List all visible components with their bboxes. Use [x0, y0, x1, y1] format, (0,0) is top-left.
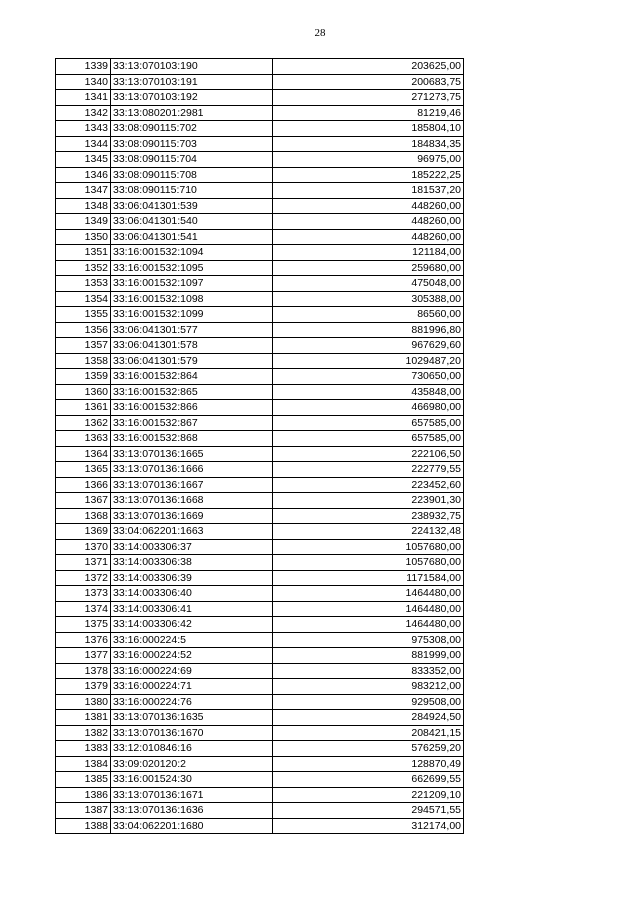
table-body — [56, 59, 464, 834]
row-number-cell: 1383 — [56, 741, 111, 757]
value-cell: 657585,00 — [273, 431, 464, 447]
table-row — [56, 663, 464, 679]
value-cell: 475048,00 — [273, 276, 464, 292]
cadastral-number-cell: 33:14:003306:39 — [111, 570, 273, 586]
value-cell: 200683,75 — [273, 74, 464, 90]
row-number-cell: 1370 — [56, 539, 111, 555]
table-row — [56, 803, 464, 819]
row-number-cell: 1366 — [56, 477, 111, 493]
row-number-cell: 1341 — [56, 90, 111, 106]
value-cell: 967629,60 — [273, 338, 464, 354]
table-row — [56, 214, 464, 230]
row-number-cell: 1344 — [56, 136, 111, 152]
row-number-cell: 1379 — [56, 679, 111, 695]
value-cell: 448260,00 — [273, 214, 464, 230]
value-cell: 223452,60 — [273, 477, 464, 493]
table-row — [56, 694, 464, 710]
table-row — [56, 586, 464, 602]
cadastral-number-cell: 33:16:001524:30 — [111, 772, 273, 788]
value-cell: 128870,49 — [273, 756, 464, 772]
cadastral-number-cell: 33:09:020120:2 — [111, 756, 273, 772]
value-cell: 259680,00 — [273, 260, 464, 276]
cadastral-number-cell: 33:06:041301:539 — [111, 198, 273, 214]
value-cell: 222106,50 — [273, 446, 464, 462]
table-row — [56, 229, 464, 245]
table-row — [56, 679, 464, 695]
row-number-cell: 1354 — [56, 291, 111, 307]
cadastral-number-cell: 33:16:000224:76 — [111, 694, 273, 710]
value-cell: 96975,00 — [273, 152, 464, 168]
cadastral-number-cell: 33:16:000224:52 — [111, 648, 273, 664]
row-number-cell: 1372 — [56, 570, 111, 586]
cadastral-number-cell: 33:16:001532:866 — [111, 400, 273, 416]
table-row — [56, 307, 464, 323]
cadastral-number-cell: 33:16:001532:864 — [111, 369, 273, 385]
value-cell: 185222,25 — [273, 167, 464, 183]
row-number-cell: 1345 — [56, 152, 111, 168]
table-row — [56, 260, 464, 276]
table-row — [56, 121, 464, 137]
cadastral-number-cell: 33:06:041301:541 — [111, 229, 273, 245]
row-number-cell: 1384 — [56, 756, 111, 772]
table-row — [56, 105, 464, 121]
row-number-cell: 1357 — [56, 338, 111, 354]
table-row — [56, 446, 464, 462]
value-cell: 1057680,00 — [273, 555, 464, 571]
row-number-cell: 1377 — [56, 648, 111, 664]
cadastral-number-cell: 33:08:090115:704 — [111, 152, 273, 168]
cadastral-number-cell: 33:06:041301:540 — [111, 214, 273, 230]
row-number-cell: 1342 — [56, 105, 111, 121]
row-number-cell: 1376 — [56, 632, 111, 648]
value-cell: 86560,00 — [273, 307, 464, 323]
cadastral-number-cell: 33:13:070136:1668 — [111, 493, 273, 509]
row-number-cell: 1350 — [56, 229, 111, 245]
value-cell: 294571,55 — [273, 803, 464, 819]
cadastral-number-cell: 33:13:070136:1635 — [111, 710, 273, 726]
cadastral-number-cell: 33:16:001532:1098 — [111, 291, 273, 307]
cadastral-number-cell: 33:08:090115:710 — [111, 183, 273, 199]
row-number-cell: 1381 — [56, 710, 111, 726]
table-row — [56, 384, 464, 400]
cadastral-number-cell: 33:13:070103:192 — [111, 90, 273, 106]
value-cell: 983212,00 — [273, 679, 464, 695]
cadastral-number-cell: 33:04:062201:1663 — [111, 524, 273, 540]
table-row — [56, 245, 464, 261]
row-number-cell: 1386 — [56, 787, 111, 803]
table-row — [56, 741, 464, 757]
table-row — [56, 322, 464, 338]
row-number-cell: 1367 — [56, 493, 111, 509]
value-cell: 121184,00 — [273, 245, 464, 261]
row-number-cell: 1369 — [56, 524, 111, 540]
cadastral-number-cell: 33:08:090115:708 — [111, 167, 273, 183]
cadastral-number-cell: 33:16:001532:1097 — [111, 276, 273, 292]
cadastral-number-cell: 33:16:001532:1099 — [111, 307, 273, 323]
cadastral-number-cell: 33:06:041301:578 — [111, 338, 273, 354]
value-cell: 305388,00 — [273, 291, 464, 307]
cadastral-number-cell: 33:08:090115:703 — [111, 136, 273, 152]
table-row — [56, 136, 464, 152]
row-number-cell: 1358 — [56, 353, 111, 369]
table-row — [56, 431, 464, 447]
cadastral-number-cell: 33:16:001532:868 — [111, 431, 273, 447]
table-row — [56, 415, 464, 431]
table-row — [56, 539, 464, 555]
value-cell: 185804,10 — [273, 121, 464, 137]
table-row — [56, 818, 464, 834]
cadastral-number-cell: 33:06:041301:577 — [111, 322, 273, 338]
cadastral-number-cell: 33:13:070136:1636 — [111, 803, 273, 819]
value-cell: 1464480,00 — [273, 586, 464, 602]
cadastral-number-cell: 33:12:010846:16 — [111, 741, 273, 757]
row-number-cell: 1364 — [56, 446, 111, 462]
row-number-cell: 1352 — [56, 260, 111, 276]
value-cell: 184834,35 — [273, 136, 464, 152]
row-number-cell: 1339 — [56, 59, 111, 75]
table-row — [56, 493, 464, 509]
cadastral-number-cell: 33:14:003306:38 — [111, 555, 273, 571]
table-row — [56, 772, 464, 788]
table-row — [56, 400, 464, 416]
cadastral-number-cell: 33:16:001532:1095 — [111, 260, 273, 276]
table-row — [56, 291, 464, 307]
table-row — [56, 59, 464, 75]
cadastral-number-cell: 33:13:070136:1667 — [111, 477, 273, 493]
row-number-cell: 1343 — [56, 121, 111, 137]
row-number-cell: 1365 — [56, 462, 111, 478]
table-row — [56, 198, 464, 214]
cadastral-number-cell: 33:14:003306:37 — [111, 539, 273, 555]
row-number-cell: 1346 — [56, 167, 111, 183]
table-row — [56, 601, 464, 617]
value-cell: 271273,75 — [273, 90, 464, 106]
row-number-cell: 1380 — [56, 694, 111, 710]
table-row — [56, 617, 464, 633]
cadastral-number-cell: 33:14:003306:41 — [111, 601, 273, 617]
value-cell: 312174,00 — [273, 818, 464, 834]
value-cell: 223901,30 — [273, 493, 464, 509]
value-cell: 1464480,00 — [273, 617, 464, 633]
value-cell: 284924,50 — [273, 710, 464, 726]
row-number-cell: 1361 — [56, 400, 111, 416]
row-number-cell: 1359 — [56, 369, 111, 385]
cadastral-number-cell: 33:13:070136:1671 — [111, 787, 273, 803]
row-number-cell: 1353 — [56, 276, 111, 292]
cadastral-number-cell: 33:16:000224:71 — [111, 679, 273, 695]
table-row — [56, 369, 464, 385]
value-cell: 1057680,00 — [273, 539, 464, 555]
table-row — [56, 570, 464, 586]
row-number-cell: 1385 — [56, 772, 111, 788]
table-row — [56, 477, 464, 493]
value-cell: 975308,00 — [273, 632, 464, 648]
value-cell: 466980,00 — [273, 400, 464, 416]
table-row — [56, 90, 464, 106]
cadastral-number-cell: 33:14:003306:40 — [111, 586, 273, 602]
value-cell: 435848,00 — [273, 384, 464, 400]
row-number-cell: 1363 — [56, 431, 111, 447]
table-row — [56, 508, 464, 524]
row-number-cell: 1356 — [56, 322, 111, 338]
value-cell: 576259,20 — [273, 741, 464, 757]
cadastral-number-cell: 33:13:070136:1670 — [111, 725, 273, 741]
row-number-cell: 1360 — [56, 384, 111, 400]
value-cell: 657585,00 — [273, 415, 464, 431]
row-number-cell: 1351 — [56, 245, 111, 261]
value-cell: 881999,00 — [273, 648, 464, 664]
value-cell: 1464480,00 — [273, 601, 464, 617]
table-row — [56, 524, 464, 540]
table-row — [56, 648, 464, 664]
cadastral-number-cell: 33:13:070136:1666 — [111, 462, 273, 478]
cadastral-number-cell: 33:06:041301:579 — [111, 353, 273, 369]
value-cell: 1029487,20 — [273, 353, 464, 369]
table-row — [56, 787, 464, 803]
value-cell: 221209,10 — [273, 787, 464, 803]
value-cell: 730650,00 — [273, 369, 464, 385]
table-row — [56, 725, 464, 741]
table-row — [56, 276, 464, 292]
cadastral-number-cell: 33:16:000224:69 — [111, 663, 273, 679]
value-cell: 833352,00 — [273, 663, 464, 679]
table-row — [56, 353, 464, 369]
table-row — [56, 338, 464, 354]
cadastral-number-cell: 33:04:062201:1680 — [111, 818, 273, 834]
cadastral-number-cell: 33:13:070136:1669 — [111, 508, 273, 524]
row-number-cell: 1355 — [56, 307, 111, 323]
cadastral-number-cell: 33:08:090115:702 — [111, 121, 273, 137]
table-row — [56, 555, 464, 571]
value-cell: 448260,00 — [273, 229, 464, 245]
table-row — [56, 167, 464, 183]
table-row — [56, 632, 464, 648]
value-cell: 181537,20 — [273, 183, 464, 199]
row-number-cell: 1378 — [56, 663, 111, 679]
cadastral-number-cell: 33:13:070103:191 — [111, 74, 273, 90]
cadastral-number-cell: 33:16:000224:5 — [111, 632, 273, 648]
value-cell: 81219,46 — [273, 105, 464, 121]
cadastral-number-cell: 33:16:001532:867 — [111, 415, 273, 431]
value-cell: 881996,80 — [273, 322, 464, 338]
value-cell: 448260,00 — [273, 198, 464, 214]
cadastral-number-cell: 33:13:070103:190 — [111, 59, 273, 75]
row-number-cell: 1368 — [56, 508, 111, 524]
table-row — [56, 756, 464, 772]
row-number-cell: 1371 — [56, 555, 111, 571]
cadastral-number-cell: 33:16:001532:1094 — [111, 245, 273, 261]
cadastral-number-cell: 33:13:080201:2981 — [111, 105, 273, 121]
value-cell: 222779,55 — [273, 462, 464, 478]
data-table — [55, 58, 464, 834]
row-number-cell: 1349 — [56, 214, 111, 230]
value-cell: 208421,15 — [273, 725, 464, 741]
row-number-cell: 1374 — [56, 601, 111, 617]
cadastral-number-cell: 33:13:070136:1665 — [111, 446, 273, 462]
value-cell: 662699,55 — [273, 772, 464, 788]
value-cell: 203625,00 — [273, 59, 464, 75]
value-cell: 238932,75 — [273, 508, 464, 524]
table-row — [56, 710, 464, 726]
cadastral-number-cell: 33:16:001532:865 — [111, 384, 273, 400]
table-row — [56, 74, 464, 90]
row-number-cell: 1387 — [56, 803, 111, 819]
row-number-cell: 1373 — [56, 586, 111, 602]
value-cell: 929508,00 — [273, 694, 464, 710]
row-number-cell: 1340 — [56, 74, 111, 90]
row-number-cell: 1382 — [56, 725, 111, 741]
row-number-cell: 1362 — [56, 415, 111, 431]
page-number: 28 — [314, 27, 326, 39]
table-row — [56, 462, 464, 478]
row-number-cell: 1375 — [56, 617, 111, 633]
row-number-cell: 1347 — [56, 183, 111, 199]
value-cell: 224132,48 — [273, 524, 464, 540]
table-row — [56, 152, 464, 168]
value-cell: 1171584,00 — [273, 570, 464, 586]
row-number-cell: 1348 — [56, 198, 111, 214]
row-number-cell: 1388 — [56, 818, 111, 834]
cadastral-number-cell: 33:14:003306:42 — [111, 617, 273, 633]
table-row — [56, 183, 464, 199]
